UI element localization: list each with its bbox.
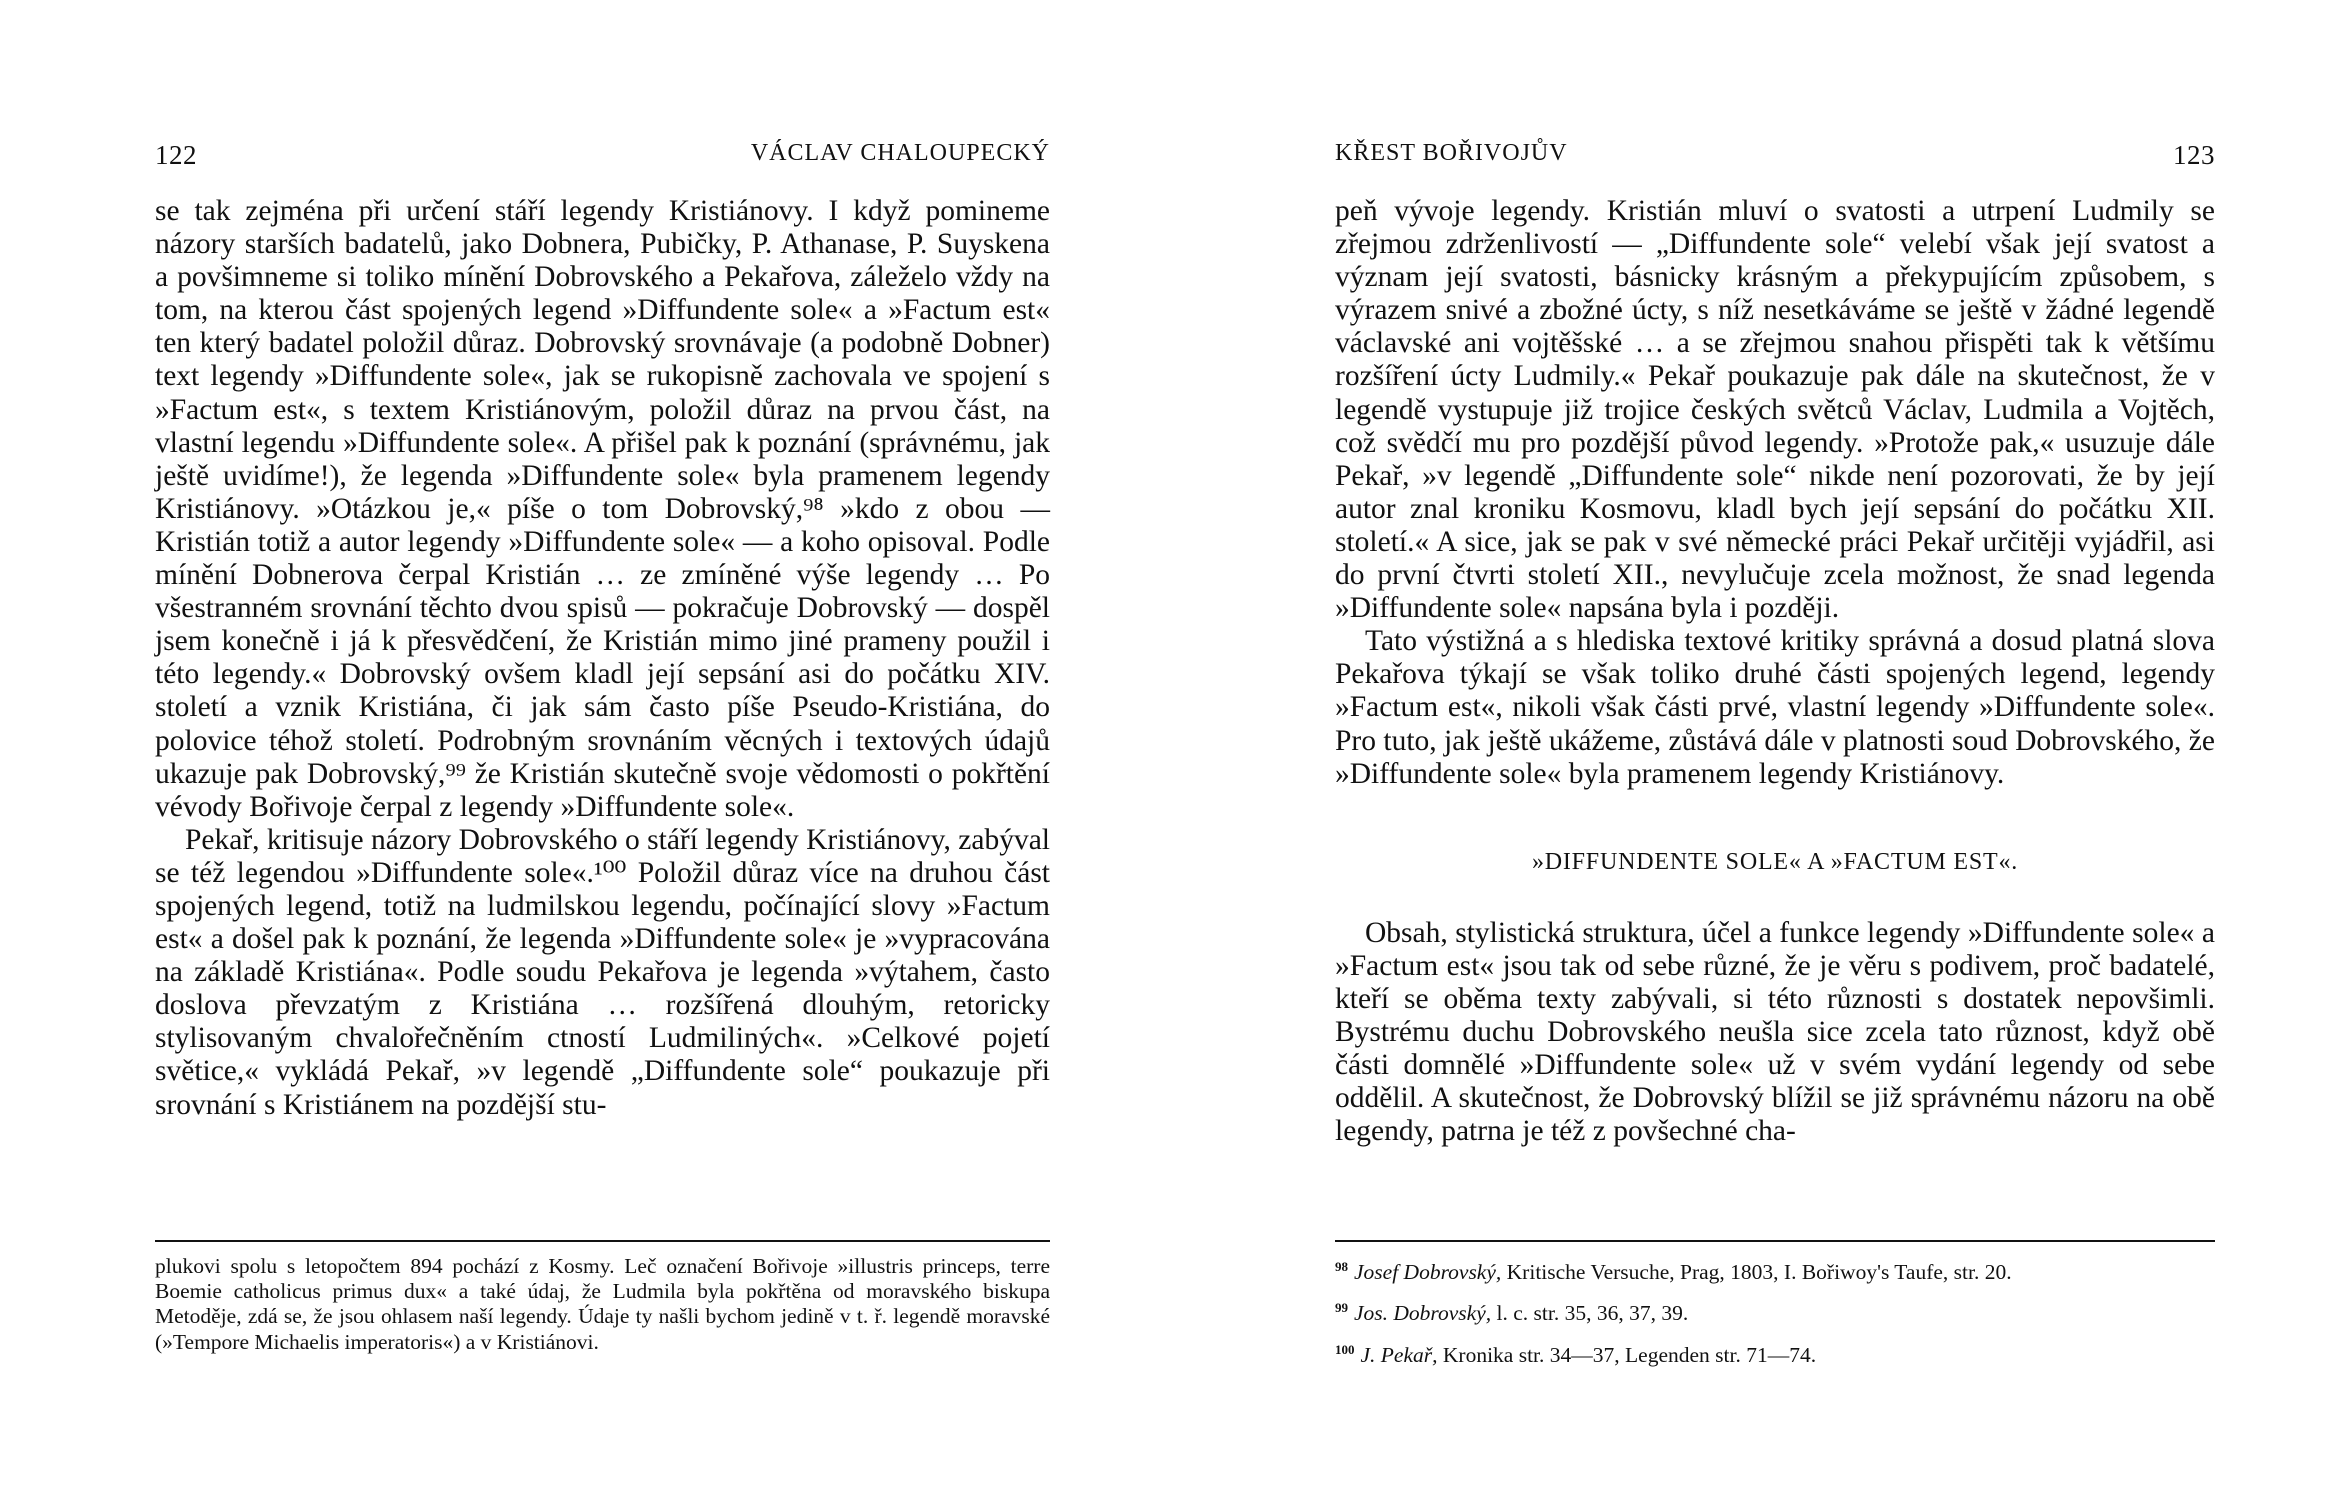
paragraph: peň vývoje legendy. Kristián mluví o svatosti a utrpení Ludmily se zřejmou zdrženlivostí — „Diffundente sole“ velebí však její svatost a význam její svatosti, básnicky krásným a překypujícím způsobem, s výrazem snivé a zbožné úcty, s níž nesetkáváme se ještě v žádné legendě václavské ani vojtěšské … a se zřejmou snahou přispěti tak k většímu rozšíření úcty Ludmily.« Pekař poukazuje pak dále na skutečnost, že v legendě vystupuje již trojice českých světců Václav, Ludmila a Vojtěch, což svědčí mu pro pozdější původ legendy. »Protože pak,« usuzuje dále Pekař, »v legendě „Diffundente sole“ nikde není pozorovati, že by její autor znal kroniku Kosmovu, kladl bych její sepsání do počátku XII. století.« A sice, jak se pak v své německé práci Pekař určitěji vyjádřil, asi do první čtvrti století XII., nevylučuje zcela možnost, že snad legenda »Diffundente sole« napsána byla i později. bbox=[1335, 195, 2215, 625]
footnote-author: J. Pekař, bbox=[1360, 1342, 1438, 1367]
footnote-author: Josef Dobrovský, bbox=[1354, 1260, 1502, 1285]
footnote bbox=[1335, 1337, 2215, 1368]
running-title: VÁCLAV CHALOUPECKÝ bbox=[750, 140, 1050, 166]
right-page bbox=[1335, 0, 2215, 1500]
footnote-continuation: plukovi spolu s letopočtem 894 pochází z Kosmy. Leč označení Bořivoje »illustris princeps, terre Boemie catholicus primus dux« a také údaj, že Ludmila byla pokřtěna od moravského biskupa Metoděje, zdá se, že jsou ohlasem naší legendy. Údaje ty našli bychom jedině v t. ř. legendě moravské (»Tempore Michaelis imperatoris«) a v Kristiánovi. bbox=[155, 1254, 1050, 1354]
paragraph: Obsah, stylistická struktura, účel a funkce legendy »Diffundente sole« a »Factum est« jsou tak od sebe různé, že je věru s podivem, proč badatelé, kteří se oběma texty zabývali, si této různosti s dostatek nepovšimli. Bystrému duchu Dobrovského neušla sice zcela tato různost, když obě části domnělé »Diffundente sole« už v svém vydání legendy od sebe oddělil. A skutečnost, že Dobrovský blížil se již správnému názoru na obě legendy, patrna je též z povšechné cha- bbox=[1335, 916, 2215, 1148]
body-text bbox=[155, 195, 1050, 1122]
page-number: 122 bbox=[155, 140, 197, 170]
footnotes bbox=[155, 1254, 1050, 1365]
footnote-number: 99 bbox=[1335, 1300, 1348, 1316]
running-head bbox=[155, 140, 1050, 180]
footnote-author: Jos. Dobrovský, bbox=[1354, 1301, 1492, 1326]
page-number: 123 bbox=[2173, 140, 2215, 170]
footnote-rule bbox=[1335, 1240, 2215, 1242]
paragraph: Tato výstižná a s hlediska textové kritiky správná a dosud platná slova Pekařova týkají se však toliko druhé části spojených legend, legendy »Factum est«, nikoli však části prvé, vlastní legendy »Diffundente sole«. Pro tuto, jak ještě ukážeme, zůstává dále v platnosti soud Dobrovského, že »Diffundente sole« byla pramenem legendy Kristiánovy. bbox=[1335, 625, 2215, 790]
running-title: KŘEST BOŘIVOJŮV bbox=[1335, 140, 1568, 166]
footnotes bbox=[1335, 1254, 2215, 1378]
footnote-number: 100 bbox=[1335, 1341, 1355, 1357]
footnote-number: 98 bbox=[1335, 1259, 1348, 1274]
paragraph: Pekař, kritisuje názory Dobrovského o stáří legendy Kristiánovy, zabýval se též legendou »Diffundente sole«.¹⁰⁰ Položil důraz více na druhou část spojených legend, totiž na ludmilskou legendu, počínající slovy »Factum est« a došel pak k poznání, že legenda »Diffundente sole« je »vypracována na základě Kristiána«. Podle soudu Pekařova je legenda »výtahem, často doslova převzatým z Kristiána … rozšířená dlouhým, retoricky stylisovaným chvalořečněním ctností Ludmiliných«. »Celkové pojetí světice,« vykládá Pekař, »v legendě „Diffundente sole“ poukazuje při srovnání s Kristiánem na pozdější stu- bbox=[155, 823, 1050, 1121]
footnote bbox=[1335, 1295, 2215, 1326]
footnote-text: Kronika str. 34—37, Legenden str. 71—74. bbox=[1442, 1342, 1817, 1367]
running-head bbox=[1335, 140, 2215, 180]
section-heading: »DIFFUNDENTE SOLE« A »FACTUM EST«. bbox=[1531, 848, 2019, 875]
footnote-rule bbox=[155, 1240, 1050, 1242]
footnote-text: l. c. str. 35, 36, 37, 39. bbox=[1496, 1301, 1689, 1326]
body-text bbox=[1335, 195, 2215, 1148]
paragraph: se tak zejména při určení stáří legendy Kristiánovy. I když pomineme názory starších badatelů, jako Dobnera, Pubičky, P. Athanase, P. Suyskena a povšimneme si toliko mínění Dobrovského a Pekařova, záleželo vždy na tom, na kterou část spojených legend »Diffundente sole« a »Factum est« ten který badatel položil důraz. Dobrovský srovnávaje (a podobně Dobner) text legendy »Diffundente sole«, jak se rukopisně zachovala ve spojení s »Factum est«, s textem Kristiánovým, položil důraz na prvou část, na vlastní legendu »Diffundente sole«. A přišel pak k poznání (správnému, jak ještě uvidíme!), že legenda »Diffundente sole« byla pramenem legendy Kristiánovy. »Otázkou je,« píše o tom Dobrovský,⁹⁸ »kdo z obou — Kristián totiž a autor legendy »Diffundente sole« — a koho opisoval. Podle mínění Dobnerova čerpal Kristián … ze zmíněné výše legendy … Po všestranném srovnání těchto dvou spisů — pokračuje Dobrovský — dospěl jsem konečně i já k přesvědčení, že Kristián mimo jiné prameny použil i této legendy.« Dobrovský ovšem kladl její sepsání asi do počátku XIV. století a vznik Kristiána, či jak sám často píše Pseudo-Kristiána, do polovice téhož století. Podrobným srovnáním věcných i textových údajů ukazuje pak Dobrovský,⁹⁹ že Kristián skutečně svoje vědomosti o pokřtění vévody Bořivoje čerpal z legendy »Diffundente sole«. bbox=[155, 195, 1050, 823]
footnote bbox=[1335, 1254, 2215, 1285]
left-page bbox=[155, 0, 1050, 1500]
footnote-text: Kritische Versuche, Prag, 1803, I. Bořiwoy's Taufe, str. 20. bbox=[1506, 1260, 2012, 1285]
